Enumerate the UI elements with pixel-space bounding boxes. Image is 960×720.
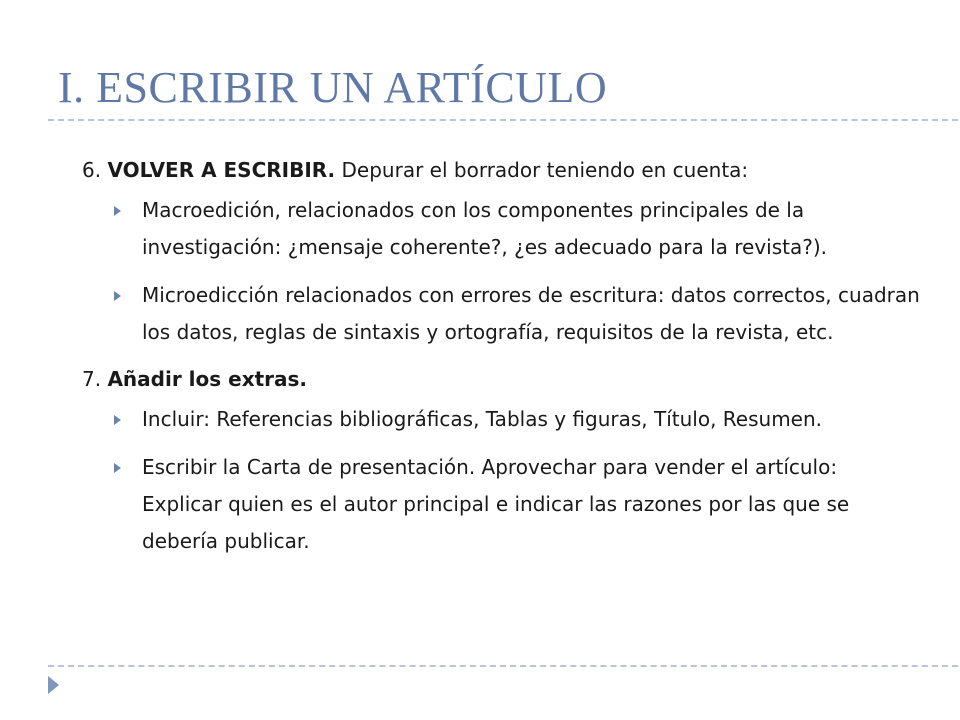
triangle-corner-icon <box>48 676 59 694</box>
bullet-text: Escribir la Carta de presentación. Aprovechar para vender el artículo: Explicar quien es el autor principal e indicar las razones por las que se debería publicar. <box>142 455 850 553</box>
list-item <box>82 449 922 560</box>
footer-divider <box>48 665 960 667</box>
section-7-number: 7. <box>82 367 102 391</box>
title-divider <box>48 119 960 121</box>
section-6-heading: VOLVER A ESCRIBIR. <box>107 158 336 182</box>
list-item <box>82 277 922 351</box>
triangle-bullet-icon <box>114 206 121 216</box>
bullet-text: Macroedición, relacionados con los componentes principales de la investigación: ¿mensaje coherente?, ¿es adecuado para la revista?). <box>142 198 828 259</box>
triangle-bullet-icon <box>114 415 121 425</box>
list-item <box>82 192 922 266</box>
triangle-bullet-icon <box>114 291 121 301</box>
section-7 <box>82 361 922 398</box>
slide-body <box>82 152 922 560</box>
list-item <box>82 401 922 438</box>
section-6-text: Depurar el borrador teniendo en cuenta: <box>341 158 749 182</box>
slide-title: I. ESCRIBIR UN ARTÍCULO <box>58 63 608 112</box>
bullet-text: Microedicción relacionados con errores de escritura: datos correctos, cuadran los datos, reglas de sintaxis y ortografía, requisitos de la revista, etc. <box>142 283 920 344</box>
bullet-text: Incluir: Referencias bibliográficas, Tablas y figuras, Título, Resumen. <box>142 407 823 431</box>
triangle-bullet-icon <box>114 463 121 473</box>
section-6 <box>82 152 922 189</box>
section-6-number: 6. <box>82 158 102 182</box>
section-7-heading: Añadir los extras. <box>107 367 308 391</box>
